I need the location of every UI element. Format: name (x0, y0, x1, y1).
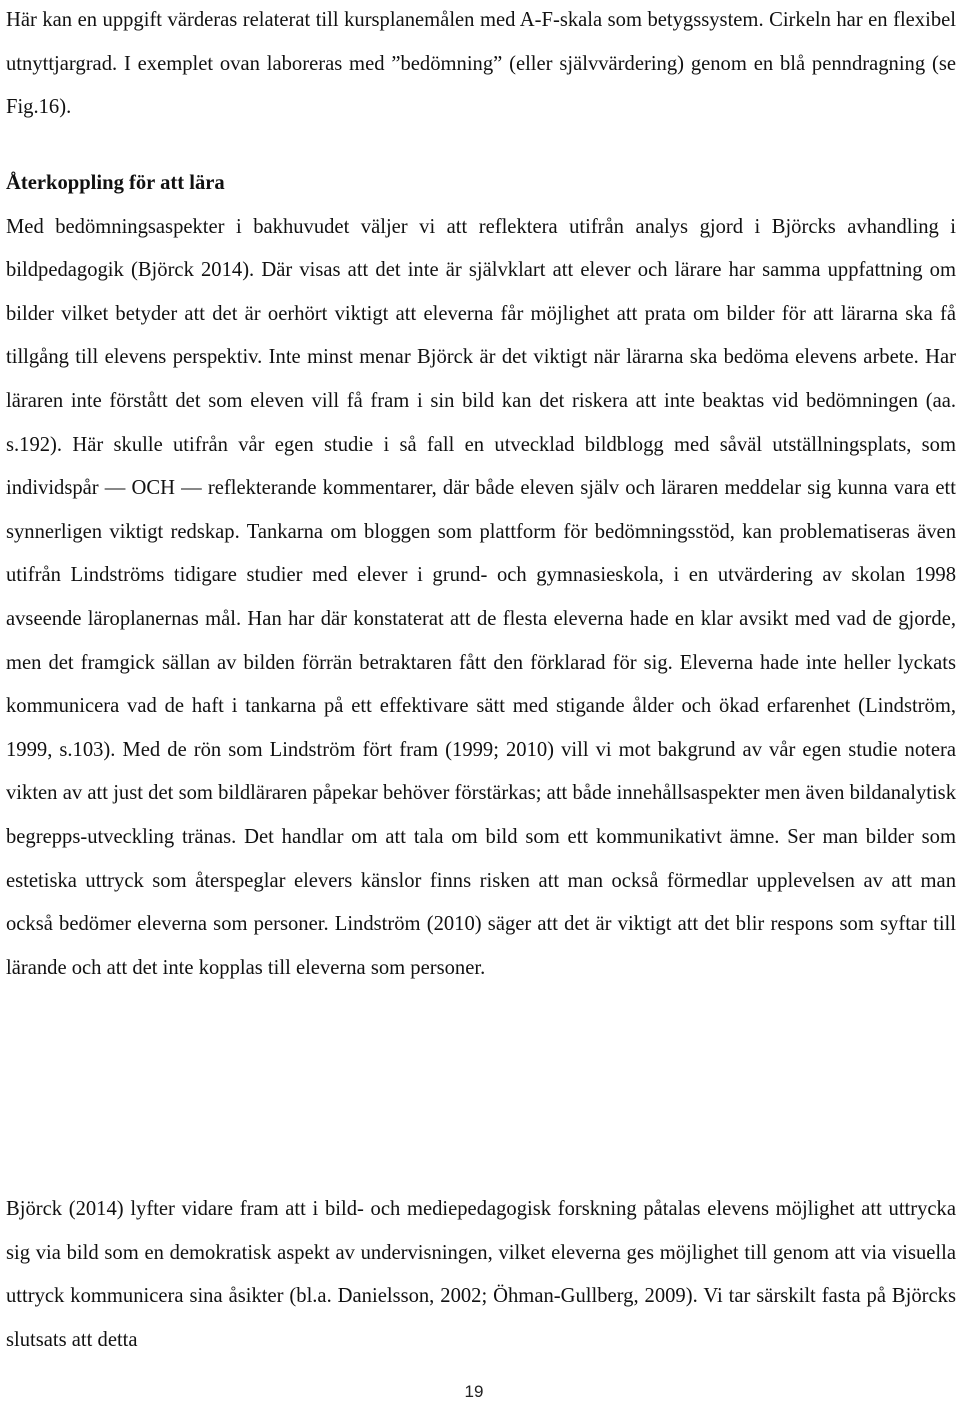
section-feedback (6, 162, 956, 990)
document-page (6, 0, 956, 1404)
intro-paragraph: Här kan en uppgift värderas relaterat till kursplanemålen med A-F-skala som betygssystem. Cirkeln har en flexibel utnyttjargrad. I exemplet ovan laboreras med ”bedömning” (eller självvärdering) genom en blå penndragning (se Fig.16). (6, 9, 956, 119)
page-number: 19 (464, 1382, 484, 1401)
second-paragraph: Björck (2014) lyfter vidare fram att i bild- och mediepedagogisk forskning påtalas elevens möjlighet att uttrycka sig via bild som en demokratisk aspekt av undervisningen, vilket eleverna ges möjlighet till genom att via visuella uttryck kommunicera sina åsikter (bl.a. Danielsson, 2002; Öhman-Gullberg, 2009). Vi tar särskilt fasta på Björcks slutsats att detta (6, 1198, 956, 1351)
section-heading: Återkoppling för att lära (6, 172, 225, 194)
section-paragraph: Med bedömningsaspekter i bakhuvudet väljer vi att reflektera utifrån analys gjord i Björcks avhandling i bildpedagogik (Björck 2014). Där visas att det inte är självklart att elever och lärare har samma uppfattning om bilder vilket betyder att det är oerhört viktigt att eleverna får möjlighet att prata om bilder för att lärarna ska få tillgång till elevens perspektiv. Inte minst menar Björck är det viktigt när lärarna ska bedöma elevens arbete. Har läraren inte förstått det som eleven vill få fram i sin bild kan det riskera att inte beaktas vid bedömningen (aa. s.192). Här skulle utifrån vår egen studie i så fall en utvecklad bildblogg med såväl utställningsplats, som individspår — OCH — reflekterande kommentarer, där både eleven själv och läraren meddelar sig kunna vara ett synnerligen viktigt redskap. Tankarna om bloggen som plattform för bedömningsstöd, kan problematiseras även utifrån Lindströms tidigare studier med elever i grund- och gymnasieskola, i en utvärdering av skolan 1998 avseende läroplanernas mål. Han har där konstaterat att de flesta eleverna hade en klar avsikt med vad de gjorde, men det framgick sällan av bilden förrän betraktaren fått den förklarad för sig. Eleverna hade inte heller lyckats kommunicera vad de haft i tankarna på ett effektivare sätt med stigande ålder och ökad erfarenhet (Lindström, 1999, s.103). Med de rön som Lindström fört fram (1999; 2010) vill vi mot bakgrund av vår egen studie notera vikten av att just det som bildläraren påpekar behöver förstärkas; att både innehållsaspekter men även bildanalytisk begrepps-utveckling tränas. Det handlar om att tala om bild som ett kommunikativt ämne. Ser man bilder som estetiska uttryck som återspeglar elevers känslor finns risken att man också förmedlar upplevelsen av att man också bedömer eleverna som personer. Lindström (2010) säger att det är viktigt att det blir respons som syftar till lärande och att det inte kopplas till eleverna som personer. (6, 215, 956, 979)
